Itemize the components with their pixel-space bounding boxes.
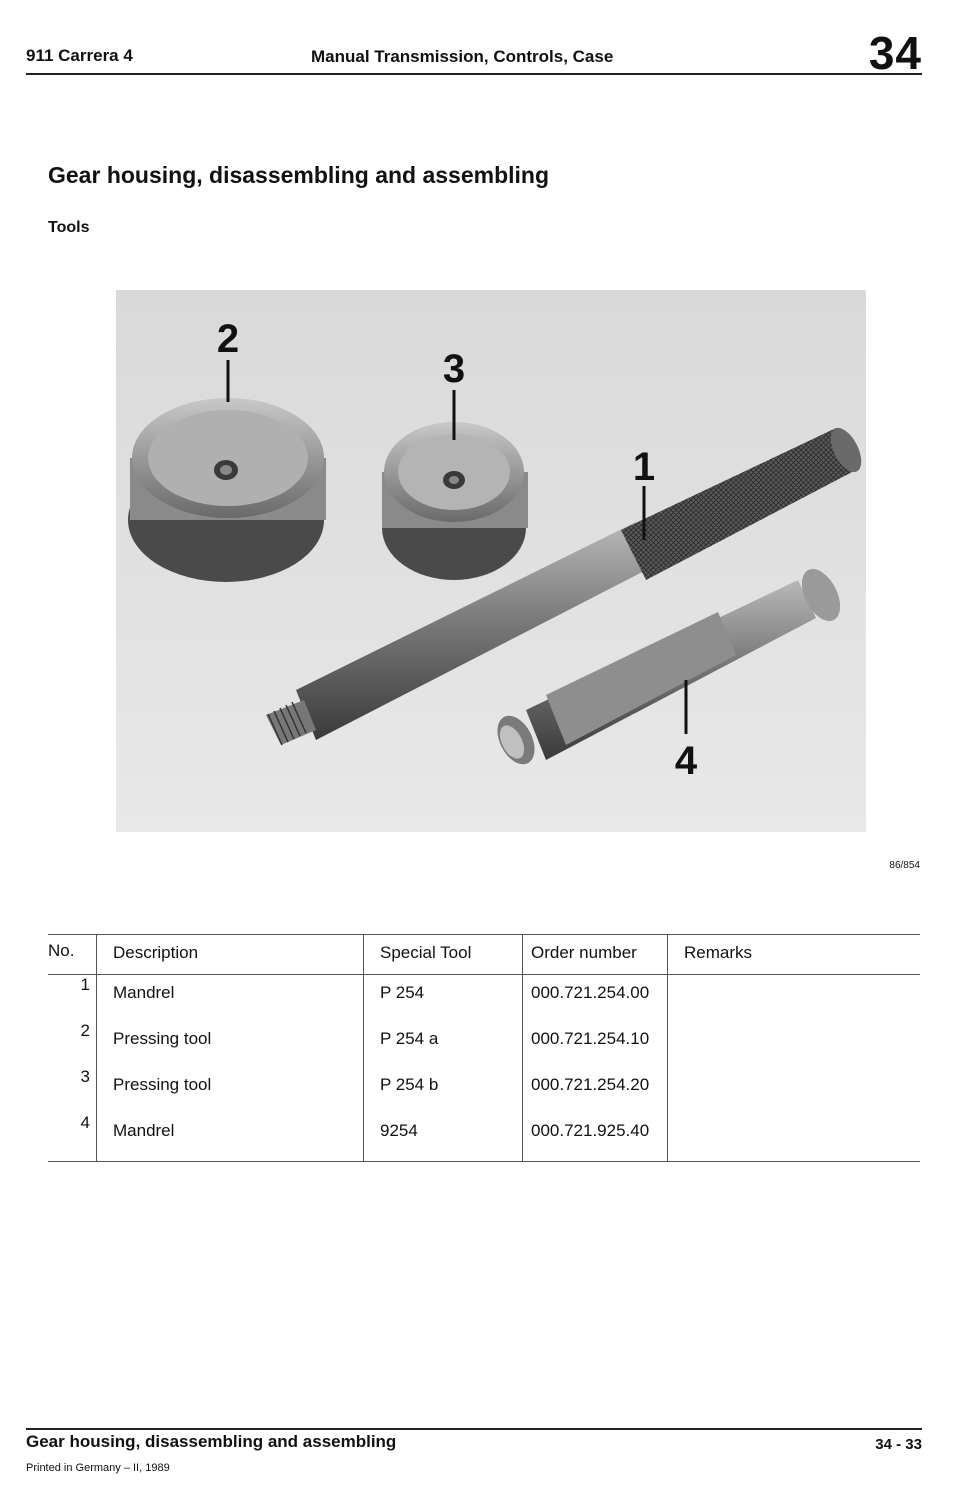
header-group-number: 34 <box>868 27 922 79</box>
column-header-remarks: Remarks <box>668 935 921 975</box>
cell-remarks <box>668 1067 921 1113</box>
svg-text:3: 3 <box>442 347 466 391</box>
cell-remarks <box>668 975 921 1022</box>
table-row <box>48 1067 920 1113</box>
cell-special-tool: P 254 a <box>364 1021 523 1067</box>
header-model: 911 Carrera 4 <box>26 46 133 65</box>
table-row <box>48 1021 920 1067</box>
cell-no: 1 <box>48 975 97 1022</box>
footer-divider <box>26 1428 922 1430</box>
svg-text:1: 1 <box>632 445 656 489</box>
page-number: 34 - 33 <box>875 1436 922 1453</box>
pressing-tool-large <box>128 398 326 582</box>
cell-special-tool: 9254 <box>364 1113 523 1162</box>
cell-special-tool: P 254 b <box>364 1067 523 1113</box>
column-header-description: Description <box>97 935 364 975</box>
column-header-no: No. <box>48 935 97 975</box>
cell-description: Pressing tool <box>97 1067 364 1113</box>
section-subtitle: Tools <box>48 219 90 236</box>
cell-order-number: 000.721.254.20 <box>523 1067 668 1113</box>
print-note: Printed in Germany – II, 1989 <box>26 1462 170 1474</box>
cell-description: Mandrel <box>97 975 364 1022</box>
cell-description: Mandrel <box>97 1113 364 1162</box>
cell-no: 2 <box>48 1021 97 1067</box>
page-title: Gear housing, disassembling and assembling <box>48 162 550 188</box>
cell-remarks <box>668 1113 921 1162</box>
svg-text:2: 2 <box>216 317 240 361</box>
cell-order-number: 000.721.925.40 <box>523 1113 668 1162</box>
cell-special-tool: P 254 <box>364 975 523 1022</box>
pressing-tool-small <box>382 422 528 580</box>
cell-no: 3 <box>48 1067 97 1113</box>
special-tools-table <box>48 934 920 1162</box>
column-header-special-tool: Special Tool <box>364 935 523 975</box>
table-row <box>48 975 920 1022</box>
svg-text:4: 4 <box>674 739 698 783</box>
footer-title: Gear housing, disassembling and assembling <box>26 1432 397 1451</box>
column-header-order-number: Order number <box>523 935 668 975</box>
table-row <box>48 1113 920 1162</box>
header-divider <box>26 73 922 75</box>
tools-photo <box>116 290 866 832</box>
cell-order-number: 000.721.254.00 <box>523 975 668 1022</box>
cell-remarks <box>668 1021 921 1067</box>
cell-no: 4 <box>48 1113 97 1162</box>
cell-order-number: 000.721.254.10 <box>523 1021 668 1067</box>
photo-reference-number: 86/854 <box>889 860 920 871</box>
table-header-row <box>48 935 920 975</box>
header-section-title: Manual Transmission, Controls, Case <box>311 47 614 66</box>
cell-description: Pressing tool <box>97 1021 364 1067</box>
